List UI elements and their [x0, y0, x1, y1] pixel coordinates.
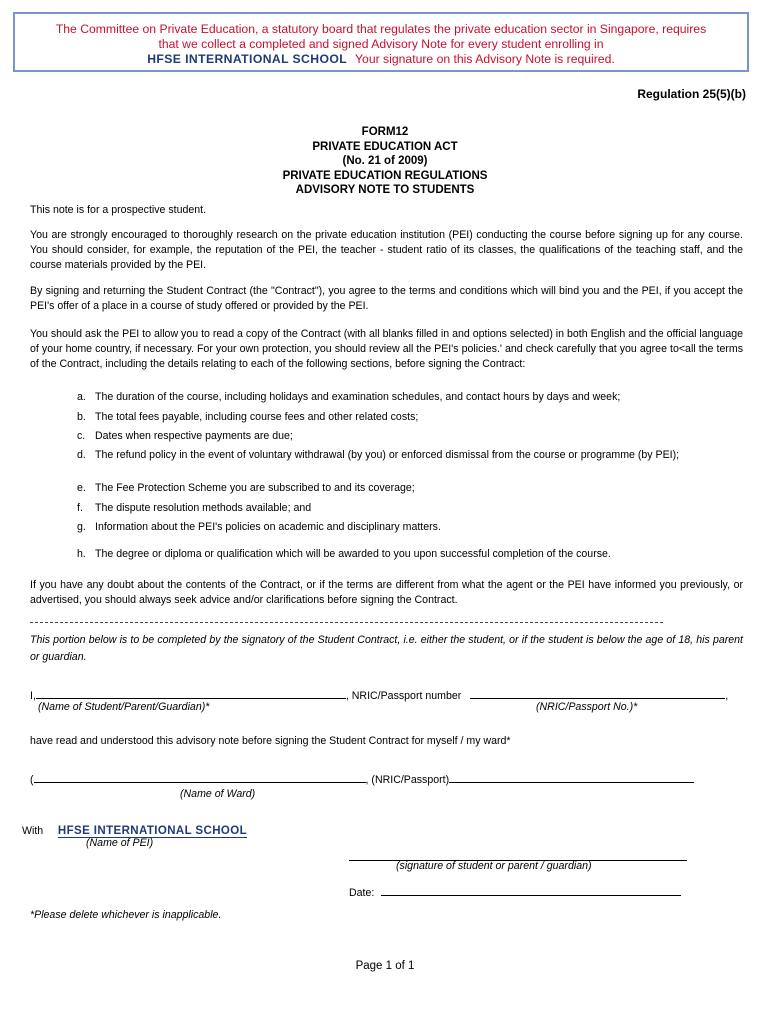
form-heading: [0, 125, 770, 198]
ward-name-field[interactable]: [34, 772, 366, 783]
list-item: b. The total fees payable, including course fees and other related costs;: [77, 411, 419, 423]
act-number: (No. 21 of 2009): [342, 155, 428, 167]
notice-signature-required: Your signature on this Advisory Note is required.: [355, 52, 615, 66]
paragraph-doubts: If you have any doubt about the contents of the Contract, or if the terms are different from what the agent or the PEI have informed you previously, or advertised, you should always seek advice and/or clarifications before signing the Contract.: [30, 579, 743, 606]
nric-field[interactable]: [470, 688, 725, 699]
with-label: With: [22, 825, 44, 837]
date-label: Date:: [349, 887, 375, 899]
pei-school-name: HFSE INTERNATIONAL SCHOOL: [57, 825, 248, 837]
paragraph-contract: By signing and returning the Student Contract (the "Contract"), you agree to the terms and conditions which will bind you and the PEI, if you accept the PEI's offer of a place in a course of study offered or provided by the PEI.: [30, 285, 743, 312]
date-field[interactable]: [381, 885, 681, 896]
signature-notice-box: [13, 12, 749, 72]
regulations-name: PRIVATE EDUCATION REGULATIONS: [282, 169, 488, 182]
page-number: Page 1 of 1: [355, 960, 415, 972]
notice-line-3: [15, 52, 747, 67]
pei-line: [22, 825, 247, 837]
signature-caption: (signature of student or parent / guardian): [396, 860, 592, 872]
list-item: g. Information about the PEI's policies on academic and disciplinary matters.: [77, 521, 441, 533]
list-item: f. The dispute resolution methods available; and: [77, 502, 312, 514]
notice-school-name: HFSE INTERNATIONAL SCHOOL: [147, 52, 348, 66]
ward-nric-field[interactable]: [449, 772, 694, 783]
nric-caption: (NRIC/Passport No.)*: [536, 701, 638, 713]
declaration-text: have read and understood this advisory note before signing the Student Contract for myself / my ward*: [30, 735, 511, 747]
list-item: e. The Fee Protection Scheme you are subscribed to and its coverage;: [77, 482, 415, 494]
section-divider: [30, 622, 663, 623]
list-item: d. The refund policy in the event of voluntary withdrawal (by you) or enforced dismissal from the course or programme (by PEI);: [77, 449, 680, 461]
notice-line-2: that we collect a completed and signed Advisory Note for every student enrolling in: [158, 37, 604, 51]
name-field[interactable]: [36, 688, 346, 699]
form-number: FORM12: [361, 126, 409, 138]
act-name: PRIVATE EDUCATION ACT: [312, 140, 458, 153]
footnote: *Please delete whichever is inapplicable.: [30, 909, 222, 921]
paragraph-research: You are strongly encouraged to thoroughly research on the private education institution (PEI) conducting the course before signing up for any course. You should consider, for example, the reputation of the PEI, the teacher - student ratio of its classes, the qualifications of the teaching staff, and the course materials provided by the PEI.: [30, 229, 743, 271]
list-item: h. The degree or diploma or qualification which will be awarded to you upon successful completion of the course.: [77, 548, 611, 560]
date-line: [349, 885, 681, 899]
ward-caption: (Name of Ward): [180, 788, 256, 800]
signatory-instruction: This portion below is to be completed by the signatory of the Student Contract, i.e. either the student, or if the student is below the age of 18, his parent or guardian.: [30, 634, 743, 663]
notice-line-1: The Committee on Private Education, a statutory board that regulates the private education sector in Singapore, requires: [55, 22, 707, 36]
list-item: c. Dates when respective payments are due;: [77, 430, 293, 442]
regulation-reference: Regulation 25(5)(b): [637, 87, 746, 101]
ward-line: ( , (NRIC/Passport): [30, 772, 694, 786]
document-title: ADVISORY NOTE TO STUDENTS: [295, 184, 475, 196]
paragraph-review: You should ask the PEI to allow you to read a copy of the Contract (with all blanks filled in and options selected) in both English and the official language of your home country, if necessary. For your own protection, you should review all the PEI's policies.' and check carefully that you agree to<all the terms of the Contract, including the details relating to each of the following sections, before signing the Contract:: [30, 328, 743, 370]
list-item: a. The duration of the course, including holidays and examination schedules, and contact hours by days and week;: [77, 391, 621, 403]
paragraph-prospective: This note is for a prospective student.: [30, 204, 207, 216]
name-caption: (Name of Student/Parent/Guardian)*: [38, 701, 210, 713]
name-nric-line: I, , NRIC/Passport number ,: [30, 690, 729, 702]
pei-caption: (Name of PEI): [86, 837, 154, 849]
